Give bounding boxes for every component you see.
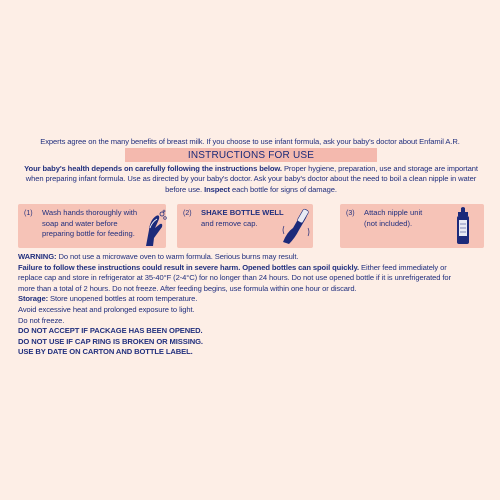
failure-line-3: more than a total of 2 hours. Do not freeze. After feeding begins, use formula within one hour or discard.: [18, 283, 357, 293]
step-3-line-2: (not included).: [364, 218, 413, 228]
steps-row: [18, 204, 484, 248]
instructions-banner: INSTRUCTIONS FOR USE: [125, 148, 377, 162]
nipple-bottle-icon: [450, 206, 476, 246]
warning-text: Do not use a microwave oven to warm formula. Serious burns may result.: [56, 252, 299, 261]
step-1-line-3: preparing bottle for feeding.: [42, 229, 135, 239]
warning-label: WARNING:: [18, 252, 57, 261]
shake-bottle-label: SHAKE BOTTLE WELL: [201, 208, 284, 217]
step-2-text: [201, 208, 284, 229]
failure-line-2: replace cap and store in refrigerator at 35-40°F (2-4°C) for no longer than 24 hours. Do not use opened bottle if it is unrefrigerated for: [18, 273, 451, 283]
shake-bottle-icon: [281, 206, 311, 246]
step-2-number: (2): [183, 210, 192, 217]
caps-line-2: DO NOT USE IF CAP RING IS BROKEN OR MISSING.: [18, 336, 203, 346]
health-text-1: Proper hygiene, preparation, use and storage are important when preparing infant formula. Use as directed by your baby's doctor. Ask your baby's doctor about the need to boil a clean nipple in water before use.: [25, 164, 478, 194]
failure-bold: Failure to follow these instructions could result in severe harm. Opened bottles can spoil quickly.: [18, 262, 360, 272]
step-1-text: [42, 208, 137, 240]
step-2-line-2: and remove cap.: [201, 218, 258, 228]
storage-line-3: Do not freeze.: [18, 315, 65, 325]
step-1: [18, 204, 166, 248]
intro-text: Experts agree on the many benefits of breast milk. If you choose to use infant formula, ask your baby's doctor about Enfamil A.R.: [40, 137, 460, 146]
step-3-number: (3): [346, 210, 355, 217]
storage-line: [18, 294, 486, 305]
caps-line-3: USE BY DATE ON CARTON AND BOTTLE LABEL.: [18, 347, 193, 357]
storage-line-2: Avoid excessive heat and prolonged exposure to light.: [18, 304, 195, 314]
hands-washing-icon: [140, 208, 168, 246]
failure-text-1: Either feed immediately or: [359, 262, 447, 272]
step-3-text: [364, 208, 422, 229]
step-3-line-1: Attach nipple unit: [364, 208, 423, 217]
storage-text: Store unopened bottles at room temperature.: [48, 294, 198, 304]
step-1-line-2: soap and water before: [42, 218, 118, 228]
step-3: [340, 204, 484, 248]
step-2-bold: [201, 208, 284, 219]
step-2: [177, 204, 313, 248]
warning-line: [18, 252, 486, 263]
health-paragraph: [20, 164, 482, 195]
failure-line-1: [18, 263, 486, 274]
inspect-word: Inspect: [204, 184, 230, 194]
storage-label: Storage:: [18, 294, 49, 304]
caps-line-1: DO NOT ACCEPT IF PACKAGE HAS BEEN OPENED.: [18, 326, 203, 336]
warnings-block: [18, 252, 486, 358]
step-1-line-1: Wash hands thoroughly with: [42, 208, 138, 217]
step-1-number: (1): [24, 210, 33, 217]
health-lead: Your baby's health depends on carefully following the instructions below.: [24, 164, 282, 173]
health-text-2: each bottle for signs of damage.: [229, 184, 337, 194]
